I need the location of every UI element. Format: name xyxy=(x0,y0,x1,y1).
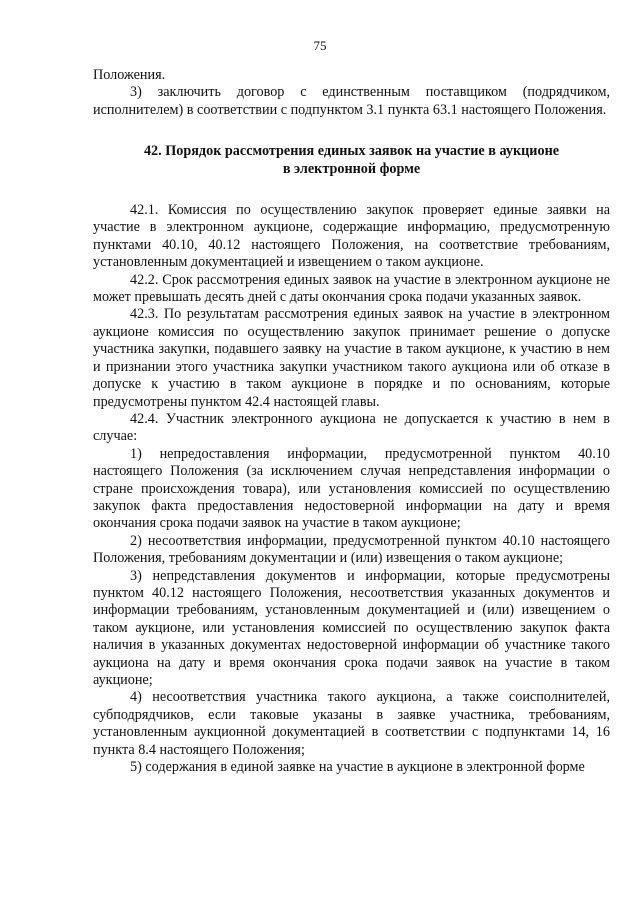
paragraph-42-4: 42.4. Участник электронного аукциона не допускается к участию в нем в случае: xyxy=(93,410,610,445)
document-body xyxy=(93,67,610,776)
list-item-1: 1) непредоставления информации, предусмотренной пунктом 40.10 настоящего Положения (за исключением случая непредставления информации о стране происхождения товара), или установления комиссией по осуществлению закупок факта предоставления недостоверной информации на дату и время окончания срока подачи заявок на участие в таком аукционе; xyxy=(93,445,610,532)
section-heading xyxy=(93,143,610,178)
section-heading-line-2: в электронной форме xyxy=(282,160,421,177)
paragraph-item-3: 3) заключить договор с единственным поставщиком (подрядчиком, исполнителем) в соответствии с подпунктом 3.1 пункта 63.1 настоящего Положения. xyxy=(93,84,610,118)
list-item-2: 2) несоответствия информации, предусмотренной пунктом 40.10 настоящего Положения, требованиям документации и (или) извещения о таком аукционе; xyxy=(93,532,610,567)
list-item-5: 5) содержания в единой заявке на участие в аукционе в электронной форме xyxy=(130,759,585,776)
section-heading-line-1: 42. Порядок рассмотрения единых заявок на участие в аукционе xyxy=(143,143,560,160)
list-item-3: 3) непредставления документов и информации, которые предусмотрены пунктом 40.12 настоящего Положения, несоответствия указанных документов и информации требованиям, установленным документацией и (или) извещением о таком аукционе, или установления комиссией по осуществлению закупок факта наличия в указанных документах недостоверной информации об участнике такого аукциона на дату и время окончания срока подачи заявок на участие в таком аукционе; xyxy=(93,567,610,688)
paragraph-continuation: Положения. xyxy=(93,67,166,83)
paragraph-42-3: 42.3. По результатам рассмотрения единых заявок на участие в электронном аукционе комиссия по осуществлению закупок принимает решение о допуске участника закупки, подавшего заявку на участие в таком аукционе, к участию в нем и признании этого участника закупки участником такого аукциона или об отказе в допуске к участию в таком аукционе в порядке и по основаниям, которые предусмотрены пунктом 42.4 настоящей главы. xyxy=(93,306,610,410)
paragraph-42-1: 42.1. Комиссия по осуществлению закупок проверяет единые заявки на участие в электронном аукционе, содержащие информацию, предусмотренную пунктами 40.10, 40.12 настоящего Положения, на соответствие требованиям, установленным документацией и извещением о таком аукционе. xyxy=(93,202,610,271)
paragraph-42-2: 42.2. Срок рассмотрения единых заявок на участие в электронном аукционе не может превышать десять дней с даты окончания срока подачи указанных заявок. xyxy=(93,271,610,306)
page-number: 75 xyxy=(313,38,327,53)
list-item-4: 4) несоответствия участника такого аукциона, а также соисполнителей, субподрядчиков, если таковые указаны в заявке участника, требованиям, установленным аукционной документацией в соответствии с подпунктами 14, 16 пункта 8.4 настоящего Положения; xyxy=(93,689,610,758)
